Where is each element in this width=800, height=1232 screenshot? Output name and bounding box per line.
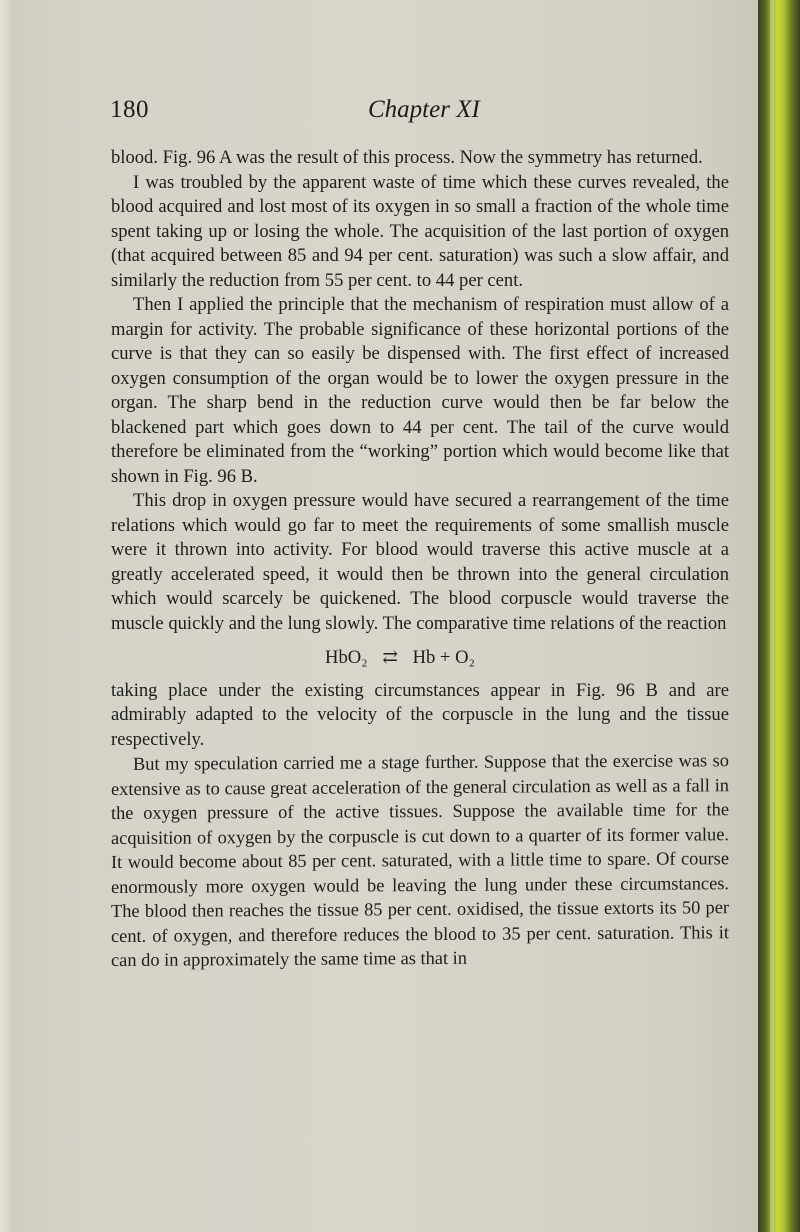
paragraph-5: taking place under the existing circumstances appear in Fig. 96 B and are admirably adapted to the velocity of the corpuscle in the lung and the tissue respectively. <box>111 679 729 750</box>
paragraph-1: blood. Fig. 96 A was the result of this process. Now the symmetry has returned. <box>111 147 703 168</box>
equation-left: HbO₂ <box>325 647 368 668</box>
paragraph-2: I was troubled by the apparent waste of time which these curves revealed, the blood acquired and lost most of its oxygen in so small a fraction of the whole time spent taking up or losing the whole. The acquisition of the last portion of oxygen (that acquired between 85 and 94 per cent. saturation) was such a slow affair, and similarly the reduction from 55 per cent. to 44 per cent. <box>111 171 729 291</box>
paragraph-3: Then I applied the principle that the mechanism of respiration must allow of a margin for activity. The probable significance of these horizontal portions of the curve is that they can so easily be dispensed with. The first effect of increased oxygen consumption of the organ would be to lower the oxygen pressure in the organ. The sharp bend in the reduction curve would then be far below the blackened part which goes down to 44 per cent. The tail of the curve would therefore be eliminated from the “working” portion which would become like that shown in Fig. 96 B. <box>111 294 729 487</box>
page-number: 180 <box>110 96 149 123</box>
equation-right: Hb + O₂ <box>412 647 475 668</box>
binding-highlight <box>770 0 774 1232</box>
page-left-margin <box>0 0 14 1232</box>
reaction-equation <box>111 646 729 671</box>
page-header <box>0 96 760 130</box>
equilibrium-arrows-icon: ⇄ <box>382 647 398 668</box>
paragraph-6: But my speculation carried me a stage further. Suppose that the exercise was so extensive as to cause great acceleration of the general circulation as well as a fall in the oxygen pressure of the active tissues. Suppose the available time for the acquisition of oxygen by the corpuscle is cut down to a quarter of its former value. It would become about 85 per cent. saturated, with a little time to spare. Of course enormously more oxygen would be leaving the lung under these circumstances. The blood then reaches the tissue 85 per cent. oxidised, the tissue extorts its 50 per cent. of oxygen, and therefore reduces the blood to 35 per cent. saturation. This it can do in approximately the same time as that in <box>111 750 729 970</box>
paragraph-4: This drop in oxygen pressure would have secured a rearrangement of the time relations which would go far to meet the requirements of some smallish muscle were it thrown into activity. For blood would traverse this active muscle at a greatly accelerated speed, it would then be thrown into the general circulation which would scarcely be quickened. The blood corpuscle would traverse the muscle quickly and the lung slowly. The comparative time relations of the reaction <box>111 490 729 634</box>
text-body <box>111 146 729 973</box>
page-binding-edge <box>758 0 800 1232</box>
running-head: Chapter XI <box>368 96 480 123</box>
